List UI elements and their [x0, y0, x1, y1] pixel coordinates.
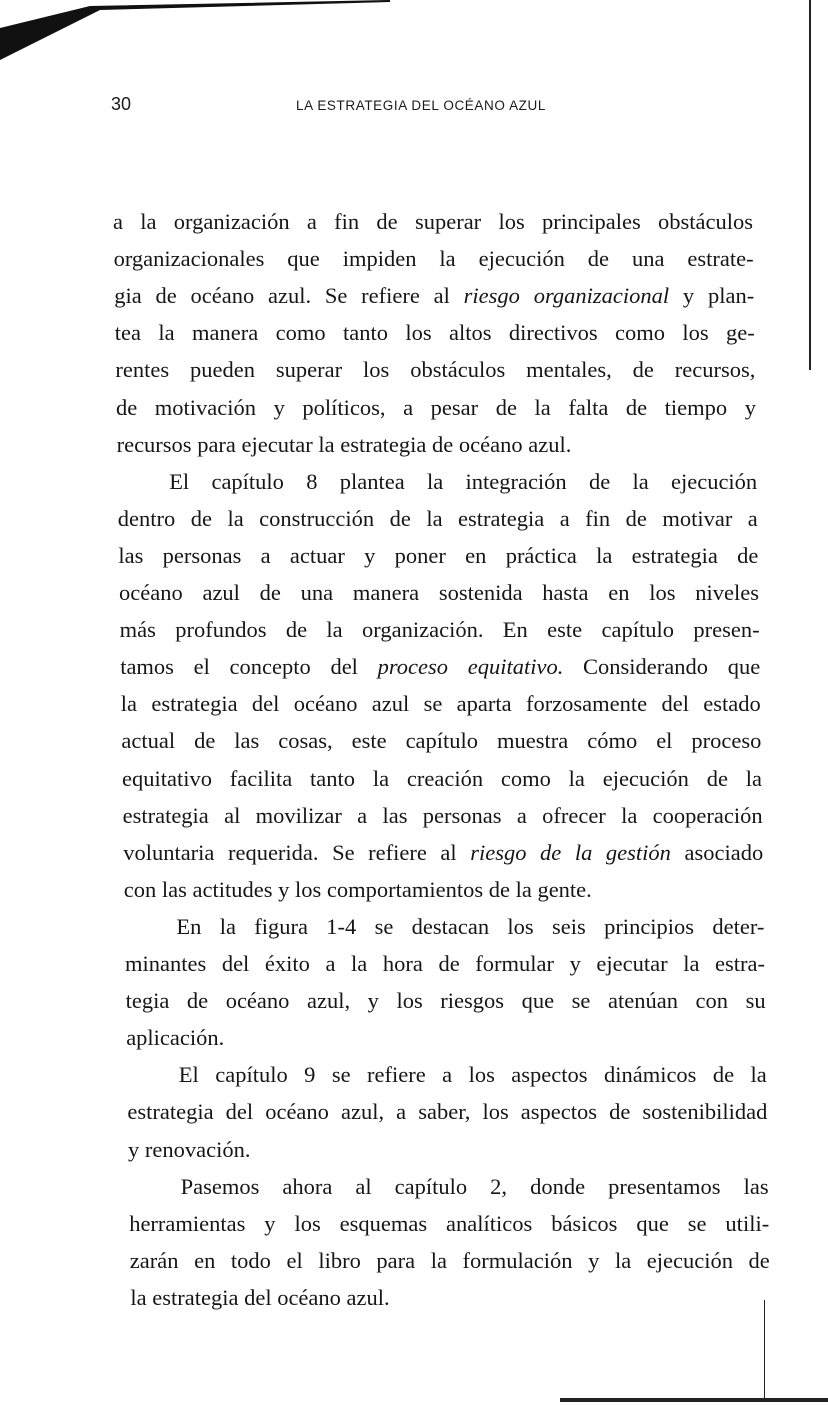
text-run: En la figura 1-4 se destacan los seis principios deter- — [176, 913, 765, 939]
text-run: zarán en todo el libro para la formulación y la ejecución de — [129, 1247, 770, 1273]
text-line — [114, 282, 754, 310]
text-line — [117, 468, 757, 496]
text-run: con las actitudes y los comportamientos de la gente. — [123, 876, 592, 902]
text-run: tea la manera como tanto los altos directivos como los ge- — [114, 320, 755, 346]
text-line — [113, 208, 753, 236]
text-line — [123, 839, 763, 867]
running-title: LA ESTRATEGIA DEL OCÉANO AZUL — [296, 98, 546, 113]
text-line — [115, 356, 755, 384]
text-run: y plan- — [669, 283, 755, 309]
text-run: organizacionales que impiden la ejecución de una estrate- — [113, 246, 754, 272]
text-line — [128, 1136, 768, 1164]
text-line — [123, 802, 763, 830]
page-number: 30 — [111, 94, 132, 114]
text-run: y renovación. — [128, 1136, 251, 1162]
text-run: dentro de la construcción de la estrategia a fin de motivar a — [117, 505, 758, 531]
text-run: gia de océano azul. Se refiere al — [114, 283, 464, 309]
text-line — [121, 727, 761, 755]
text-line — [130, 1284, 770, 1312]
text-run: aplicación. — [126, 1025, 225, 1051]
text-run: a la organización a fin de superar los principales obstáculos — [113, 209, 753, 234]
text-run: estrategia del océano azul, a saber, los aspectos de sostenibilidad — [127, 1099, 768, 1125]
text-line — [118, 505, 758, 533]
text-run: más profundos de la organización. En este capítulo presen- — [119, 617, 760, 643]
text-run: herramientas y los esquemas analíticos básicos que se utili- — [129, 1210, 770, 1236]
text-line — [130, 1247, 770, 1275]
text-line — [124, 913, 764, 941]
text-line — [129, 1210, 769, 1238]
text-line — [118, 542, 758, 570]
text-run: El capítulo 8 plantea la integración de la ejecución — [169, 468, 758, 494]
text-run: El capítulo 9 se refiere a los aspectos dinámicos de la — [178, 1062, 767, 1088]
text-line — [126, 1024, 766, 1052]
text-run: tegia de océano azul, y los riesgos que se atenúan con su — [125, 988, 766, 1014]
text-line — [129, 1173, 769, 1201]
italic-term: riesgo de la gestión — [470, 839, 671, 865]
text-line — [124, 876, 764, 904]
text-line — [120, 653, 760, 681]
italic-term: proceso equitativo. — [377, 654, 564, 680]
text-run: actual de las cosas, este capítulo muestra cómo el proceso — [121, 728, 762, 754]
text-run: de motivación y políticos, a pesar de la falta de tiempo y — [116, 394, 756, 420]
text-run: estrategia al movilizar a las personas a ofrecer la cooperación — [122, 802, 763, 828]
scan-edge-shadow — [0, 0, 390, 60]
text-line — [122, 765, 762, 793]
text-run: equitativo facilita tanto la creación como la ejecución de la — [122, 765, 762, 791]
text-run: asociado — [670, 839, 764, 865]
text-line — [117, 431, 757, 459]
text-run: las personas a actuar y poner en práctica la estrategia de — [118, 542, 759, 568]
text-line — [114, 245, 754, 273]
italic-term: riesgo organizacional — [463, 283, 670, 309]
scan-edge-line-right — [809, 0, 811, 370]
text-line — [116, 394, 756, 422]
text-run: voluntaria requerida. Se refiere al — [123, 839, 471, 865]
text-run: Pasemos ahora al capítulo 2, donde presentamos las — [180, 1173, 769, 1199]
text-line — [127, 1061, 767, 1089]
scan-edge-line-right-lower — [764, 1300, 765, 1400]
text-run: océano azul de una manera sostenida hasta en los niveles — [119, 580, 759, 605]
text-line — [121, 690, 761, 718]
text-run: minantes del éxito a la hora de formular y ejecutar la estra- — [125, 951, 765, 976]
text-line — [115, 319, 755, 347]
text-line — [125, 950, 765, 978]
scan-edge-line-bottom — [560, 1398, 828, 1402]
text-line — [126, 987, 766, 1015]
text-line — [120, 616, 760, 644]
text-line — [119, 579, 759, 607]
text-run: Considerando que — [563, 654, 761, 680]
text-run: recursos para ejecutar la estrategia de océano azul. — [116, 431, 572, 457]
text-run: rentes pueden superar los obstáculos mentales, de recursos, — [115, 357, 756, 383]
text-line — [127, 1098, 767, 1126]
text-run: tamos el concepto del — [120, 654, 378, 680]
text-run: la estrategia del océano azul se aparta forzosamente del estado — [120, 691, 761, 717]
text-run: la estrategia del océano azul. — [130, 1284, 390, 1310]
